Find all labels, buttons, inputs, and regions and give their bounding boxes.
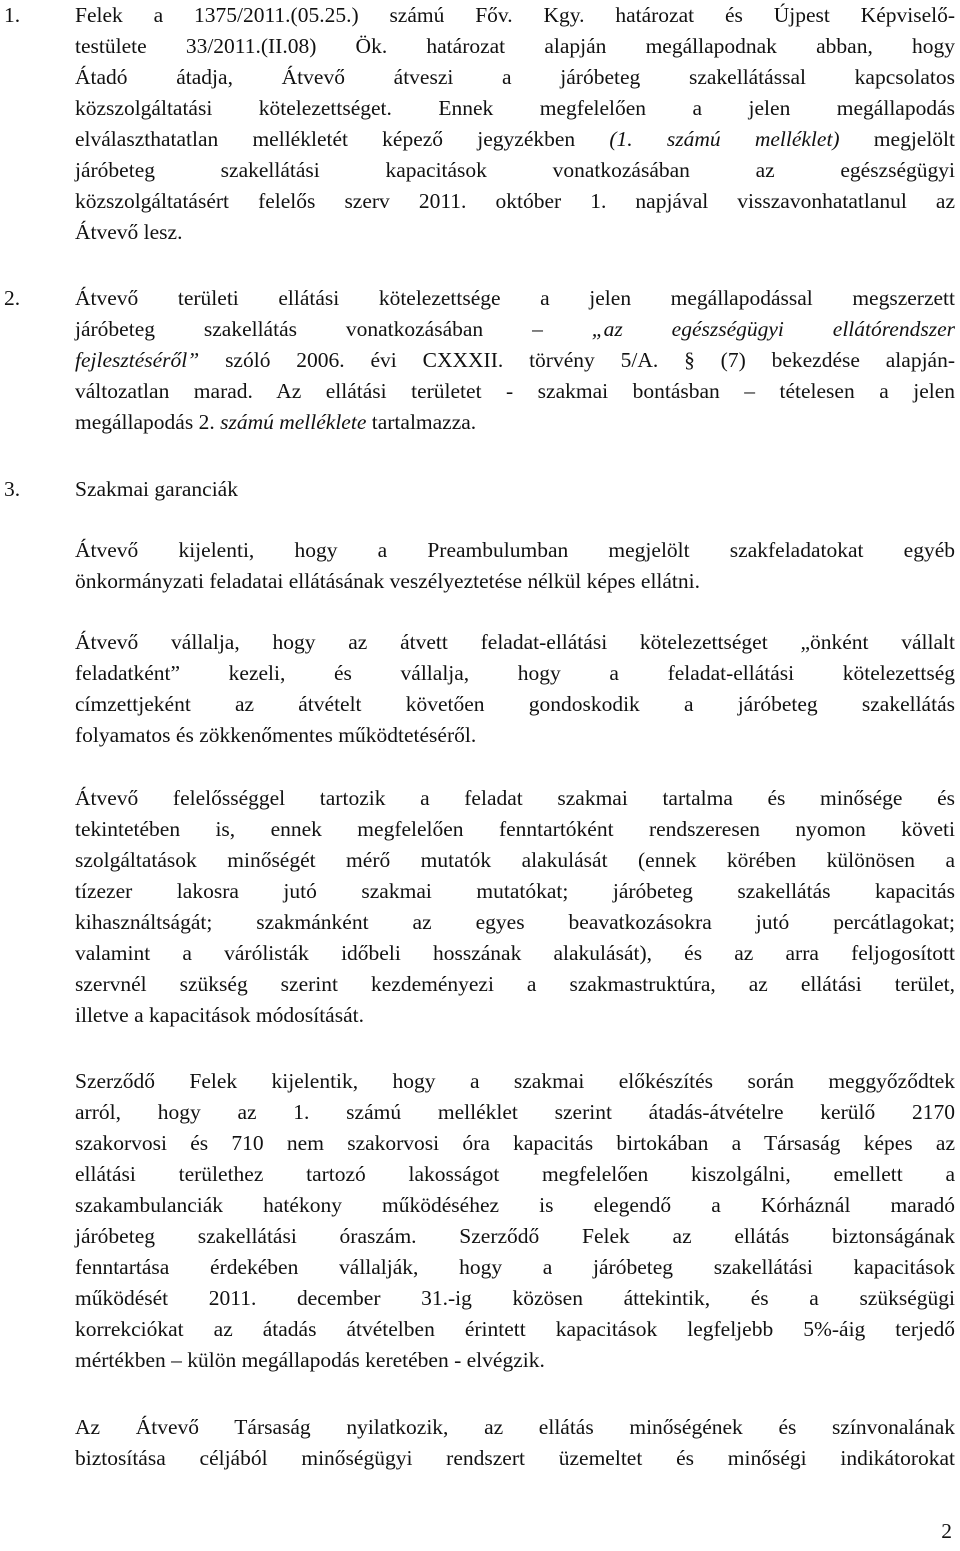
paragraph-line: Az Átvevő Társaság nyilatkozik, az ellátás minőségének és színvonalának: [75, 1415, 955, 1439]
section-2-number: 2.: [4, 286, 21, 310]
paragraph-quality-system: [75, 1412, 955, 1474]
section-1-line: közszolgáltatási kötelezettséget. Ennek megfelelően a jelen megállapodás: [75, 96, 955, 120]
section-1-line: Átadó átadja, Átvevő átveszi a járóbeteg szakellátással kapcsolatos: [75, 65, 955, 89]
section-2-line-text: szóló 2006. évi CXXXII. törvény 5/A. § (7) bekezdése alapján-: [199, 348, 955, 372]
section-1-text: [75, 0, 955, 248]
annex-1-reference: (1. számú melléklet): [609, 127, 840, 151]
section-3-number: 3.: [4, 477, 21, 501]
paragraph-line: címzettjeként az átvételt követően gondoskodik a járóbeteg szakellátás: [75, 692, 955, 716]
section-2-line: Átvevő területi ellátási kötelezettsége a jelen megállapodással megszerzett: [75, 286, 955, 310]
paragraph-line: fenntartása érdekében vállalják, hogy a járóbeteg szakellátási kapacitások: [75, 1255, 955, 1279]
paragraph-line: ellátási területhez tartozó lakosságot megfelelően kiszolgálni, emellett a: [75, 1162, 955, 1186]
paragraph-line: mértékben – külön megállapodás keretében - elvégzik.: [75, 1348, 545, 1372]
section-1-number: 1.: [4, 3, 21, 27]
paragraph-line: feladatként” kezeli, és vállalja, hogy a feladat-ellátási kötelezettség: [75, 661, 955, 685]
paragraph-line: működését 2011. december 31.-ig közösen áttekintik, és a szükségügi: [75, 1286, 955, 1310]
paragraph-line: önkormányzati feladatai ellátásának veszélyeztetése nélkül képes ellátni.: [75, 569, 701, 593]
paragraph-quality-responsibility: [75, 783, 955, 1031]
paragraph-capability: [75, 535, 955, 597]
paragraph-line: illetve a kapacitások módosítását.: [75, 1003, 364, 1027]
section-1-line: Felek a 1375/2011.(05.25.) számú Főv. Kgy. határozat és Újpest Képviselő-: [75, 3, 955, 27]
paragraph-capacity-statement: [75, 1066, 955, 1376]
section-2-line-text: megállapodás 2.: [75, 410, 221, 434]
paragraph-voluntary-task: [75, 627, 955, 751]
paragraph-line: kihasználtságát; szakmánként az egyes beavatkozásokra jutó percátlagokat;: [75, 910, 955, 934]
page-number: 2: [941, 1519, 952, 1543]
paragraph-line: korrekciókat az átadás átvételben érintett kapacitások legfeljebb 5%-áig terjedő: [75, 1317, 955, 1341]
section-1-line: testülete 33/2011.(II.08) Ök. határozat alapján megállapodnak abban, hogy: [75, 34, 955, 58]
section-2-line: változatlan marad. Az ellátási területet - szakmai bontásban – tételesen a jelen: [75, 379, 955, 403]
paragraph-line: biztosítása céljából minőségügyi rendszert üzemeltet és minőségi indikátorokat: [75, 1446, 955, 1470]
section-1-line-with-italic: [75, 124, 955, 155]
paragraph-line: szakorvosi és 710 nem szakorvosi óra kapacitás birtokában a Társaság képes az: [75, 1131, 955, 1155]
act-title-italic: – „az egészségügyi ellátórendszer: [532, 317, 955, 341]
section-heading: Szakmai garanciák: [75, 477, 238, 501]
paragraph-line: Átvevő kijelenti, hogy a Preambulumban megjelölt szakfeladatokat egyéb: [75, 538, 955, 562]
annex-2-reference: számú melléklete: [220, 410, 367, 434]
act-title-italic-end: fejlesztéséről”: [75, 348, 200, 372]
paragraph-line: szolgáltatások minőségét mérő mutatók alakulását (ennek körében különösen a: [75, 848, 955, 872]
paragraph-line: szervnél szükség szerint kezdeményezi a szakmastruktúra, az ellátási terület,: [75, 972, 955, 996]
paragraph-line: Átvevő felelősséggel tartozik a feladat szakmai tartalma és minősége és: [75, 786, 955, 810]
section-3-heading: [75, 474, 955, 505]
section-1-line-tail: megjelölt: [839, 127, 956, 151]
section-2-line-with-italic: [75, 407, 955, 438]
section-1-line-text: elválaszthatatlan mellékletét képező jegyzékben: [75, 127, 610, 151]
paragraph-line: valamint a várólisták időbeli hosszának alakulását), és az arra feljogosított: [75, 941, 955, 965]
paragraph-line: szakambulanciák hatékony működéséhez is elegendő a Kórháznál maradó: [75, 1193, 955, 1217]
section-2-line-text: járóbeteg szakellátás vonatkozásában: [75, 317, 484, 341]
paragraph-line: járóbeteg szakellátási óraszám. Szerződő Felek az ellátás biztonságának: [75, 1224, 955, 1248]
section-1-line: járóbeteg szakellátási kapacitások vonatkozásában az egészségügyi: [75, 158, 955, 182]
section-2-line-tail: tartalmazza.: [366, 410, 477, 434]
section-2-line-with-italic: [75, 345, 955, 376]
paragraph-line: tekintetében is, ennek megfelelően fenntartóként rendszeresen nyomon követi: [75, 817, 955, 841]
paragraph-line: arról, hogy az 1. számú melléklet szerint átadás-átvételre kerülő 2170: [75, 1100, 955, 1124]
section-2-line-with-italic: [75, 314, 955, 345]
paragraph-line: Szerződő Felek kijelentik, hogy a szakmai előkészítés során meggyőződtek: [75, 1069, 955, 1093]
section-1-line: közszolgáltatásért felelős szerv 2011. október 1. napjával visszavonhatatlanul az: [75, 189, 955, 213]
paragraph-line: Átvevő vállalja, hogy az átvett feladat-ellátási kötelezettséget „önként vállalt: [75, 630, 955, 654]
section-1-line: Átvevő lesz.: [75, 220, 183, 244]
section-2-text: [75, 283, 955, 438]
paragraph-line: tízezer lakosra jutó szakmai mutatókat; járóbeteg szakellátás kapacitás: [75, 879, 955, 903]
paragraph-line: folyamatos és zökkenőmentes működtetéséről.: [75, 723, 477, 747]
